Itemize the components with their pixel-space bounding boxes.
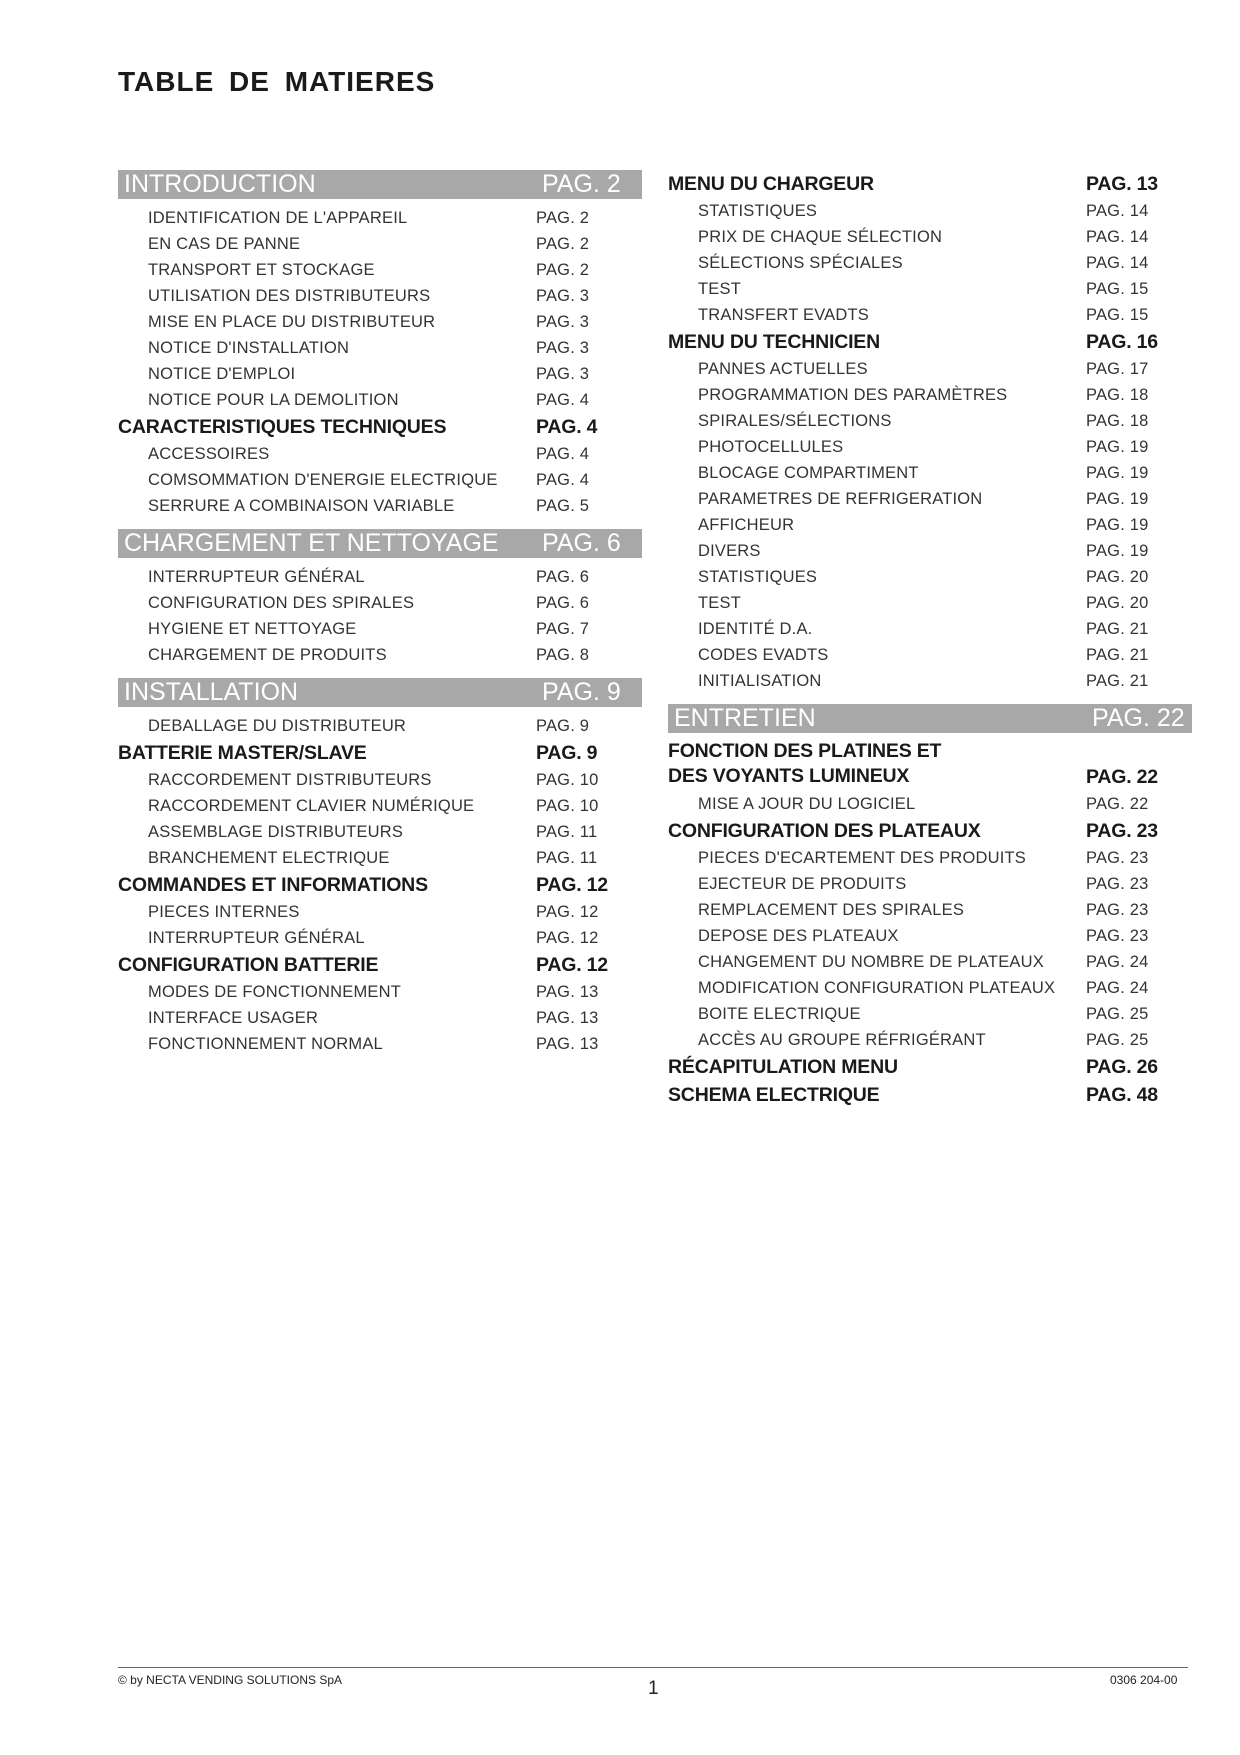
entry-title: SPIRALES/SÉLECTIONS (698, 411, 892, 430)
page-reference: PAG. 25 (1086, 1030, 1149, 1049)
page-reference: PAG. 3 (536, 364, 590, 383)
section-title: INSTALLATION (124, 678, 299, 706)
entry-title: EJECTEUR DE PRODUITS (698, 874, 907, 893)
toc-entry-depose-des-plateaux (668, 923, 1192, 949)
page-reference: PAG. 9 (536, 741, 598, 764)
page-reference: PAG. 23 (1086, 874, 1149, 893)
entry-title: PARAMETRES DE REFRIGERATION (698, 489, 983, 508)
entry-title: PIECES INTERNES (148, 902, 300, 921)
toc-entry-en-cas-de-panne (118, 231, 642, 257)
toc-entry-ejecteur-de-produits (668, 871, 1192, 897)
toc-entry-selections-speciales (668, 250, 1192, 276)
section-title: CHARGEMENT ET NETTOYAGE (124, 529, 499, 557)
section-band-introduction (118, 170, 642, 199)
page-reference: PAG. 2 (536, 234, 590, 253)
entry-title: PHOTOCELLULES (698, 437, 844, 456)
chapter-title: MENU DU TECHNICIEN (668, 330, 880, 353)
toc-entry-programmation-des-parametres (668, 382, 1192, 408)
section-band-chargement-et-nettoyage (118, 529, 642, 558)
chapter-heading-fonction-des-platines-et (668, 739, 1192, 791)
toc-entry-deballage-du-distributeur (118, 713, 642, 739)
page-reference: PAG. 23 (1086, 900, 1149, 919)
page-reference: PAG. 18 (1086, 385, 1149, 404)
toc-entry-divers (668, 538, 1192, 564)
toc-entry-remplacement-des-spirales (668, 897, 1192, 923)
entry-title: ASSEMBLAGE DISTRIBUTEURS (148, 822, 404, 841)
entry-title: HYGIENE ET NETTOYAGE (148, 619, 357, 638)
page-reference: PAG. 11 (536, 848, 598, 867)
toc-entry-hygiene-et-nettoyage (118, 616, 642, 642)
page-reference: PAG. 4 (536, 390, 590, 409)
toc-entry-acces-au-groupe-refrigerant (668, 1027, 1192, 1053)
page-reference: PAG. 4 (536, 444, 590, 463)
page-reference: PAG. 13 (1086, 172, 1158, 195)
page-reference: PAG. 9 (542, 678, 621, 706)
toc-entry-notice-pour-la-demolition (118, 387, 642, 413)
entry-title: NOTICE D'EMPLOI (148, 364, 296, 383)
toc-entry-modes-de-fonctionnement (118, 979, 642, 1005)
toc-entry-modification-configuration-plateaux (668, 975, 1192, 1001)
page-reference: PAG. 17 (1086, 359, 1149, 378)
entry-title: PRIX DE CHAQUE SÉLECTION (698, 227, 943, 246)
page-reference: PAG. 19 (1086, 463, 1149, 482)
chapter-title: CONFIGURATION DES PLATEAUX (668, 819, 981, 842)
toc-entry-interface-usager (118, 1005, 642, 1031)
chapter-heading-configuration-des-plateaux (668, 817, 1192, 845)
page-reference: PAG. 22 (1086, 766, 1158, 788)
toc-entry-comsommation-d-energie-electrique (118, 467, 642, 493)
toc-entry-afficheur (668, 512, 1192, 538)
toc-entry-utilisation-des-distributeurs (118, 283, 642, 309)
entry-title: PIECES D'ECARTEMENT DES PRODUITS (698, 848, 1026, 867)
entry-title: INITIALISATION (698, 671, 822, 690)
entry-title: BLOCAGE COMPARTIMENT (698, 463, 919, 482)
entry-title: SERRURE A COMBINAISON VARIABLE (148, 496, 455, 515)
chapter-title (668, 739, 1086, 789)
entry-title: IDENTIFICATION DE L'APPAREIL (148, 208, 408, 227)
section-title: ENTRETIEN (674, 704, 816, 732)
chapter-title: SCHEMA ELECTRIQUE (668, 1083, 880, 1106)
entry-title: DIVERS (698, 541, 761, 560)
chapter-title: COMMANDES ET INFORMATIONS (118, 873, 428, 896)
entry-title: DEBALLAGE DU DISTRIBUTEUR (148, 716, 407, 735)
chapter-heading-caracteristiques-techniques (118, 413, 642, 441)
toc-entry-raccordement-clavier-numerique (118, 793, 642, 819)
entry-title: NOTICE D'INSTALLATION (148, 338, 350, 357)
page-reference: PAG. 13 (536, 1008, 599, 1027)
chapter-title: RÉCAPITULATION MENU (668, 1055, 898, 1078)
toc-right-column (668, 170, 1192, 1109)
page-reference: PAG. 19 (1086, 489, 1149, 508)
toc-entry-transfert-evadts (668, 302, 1192, 328)
entry-title: PROGRAMMATION DES PARAMÈTRES (698, 385, 1008, 404)
chapter-title: BATTERIE MASTER/SLAVE (118, 741, 367, 764)
spacer (118, 668, 642, 678)
page-reference: PAG. 5 (536, 496, 590, 515)
chapter-title: CONFIGURATION BATTERIE (118, 953, 379, 976)
chapter-heading-menu-du-technicien (668, 328, 1192, 356)
entry-title: STATISTIQUES (698, 201, 818, 220)
entry-title: AFFICHEUR (698, 515, 795, 534)
page-reference: PAG. 10 (536, 796, 599, 815)
toc-entry-configuration-des-spirales (118, 590, 642, 616)
page-reference: PAG. 10 (536, 770, 599, 789)
entry-title: TRANSPORT ET STOCKAGE (148, 260, 375, 279)
page-reference: PAG. 6 (536, 567, 590, 586)
page-reference: PAG. 12 (536, 902, 599, 921)
page-reference: PAG. 4 (536, 470, 590, 489)
toc-entry-statistiques (668, 564, 1192, 590)
chapter-heading-commandes-et-informations (118, 871, 642, 899)
toc-entry-changement-du-nombre-de-plateaux (668, 949, 1192, 975)
chapter-title-line: FONCTION DES PLATINES ET (668, 740, 942, 762)
page-reference: PAG. 6 (542, 529, 621, 557)
section-band-entretien (668, 704, 1192, 733)
page-reference: PAG. 21 (1086, 645, 1149, 664)
page-reference: PAG. 22 (1092, 704, 1185, 732)
page-reference: PAG. 19 (1086, 541, 1149, 560)
toc-entry-notice-d-installation (118, 335, 642, 361)
toc-entry-spirales-selections (668, 408, 1192, 434)
page-title: TABLE DE MATIERES (118, 66, 436, 97)
page-reference: PAG. 23 (1086, 848, 1149, 867)
page-reference: PAG. 7 (536, 619, 590, 638)
page-reference: PAG. 9 (536, 716, 590, 735)
entry-title: ACCESSOIRES (148, 444, 270, 463)
toc-entry-prix-de-chaque-selection (668, 224, 1192, 250)
toc-entry-identification-de-l-appareil (118, 205, 642, 231)
entry-title: RACCORDEMENT CLAVIER NUMÉRIQUE (148, 796, 475, 815)
page-reference: PAG. 24 (1086, 978, 1149, 997)
spacer (668, 694, 1192, 704)
page-reference: PAG. 2 (536, 260, 590, 279)
page-reference: PAG. 13 (536, 1034, 599, 1053)
toc-entry-assemblage-distributeurs (118, 819, 642, 845)
toc-entry-test (668, 590, 1192, 616)
page-reference: PAG. 26 (1086, 1055, 1158, 1078)
toc-entry-pieces-internes (118, 899, 642, 925)
toc-entry-boite-electrique (668, 1001, 1192, 1027)
entry-title: INTERRUPTEUR GÉNÉRAL (148, 928, 365, 947)
page-reference: PAG. 2 (542, 170, 621, 198)
page-reference: PAG. 3 (536, 286, 590, 305)
entry-title: INTERFACE USAGER (148, 1008, 319, 1027)
page-reference: PAG. 24 (1086, 952, 1149, 971)
page-reference: PAG. 8 (536, 645, 590, 664)
toc-entry-test (668, 276, 1192, 302)
page-reference: PAG. 14 (1086, 201, 1149, 220)
spacer (118, 519, 642, 529)
page-reference: PAG. 23 (1086, 819, 1158, 842)
footer-doc-code: 0306 204-00 (1110, 1673, 1178, 1687)
toc-entry-photocellules (668, 434, 1192, 460)
page-reference: PAG. 19 (1086, 437, 1149, 456)
chapter-heading-configuration-batterie (118, 951, 642, 979)
entry-title: TEST (698, 593, 741, 612)
page-reference: PAG. 21 (1086, 619, 1149, 638)
toc-entry-pieces-d-ecartement-des-produits (668, 845, 1192, 871)
toc-entry-identite-d-a (668, 616, 1192, 642)
toc-entry-initialisation (668, 668, 1192, 694)
entry-title: INTERRUPTEUR GÉNÉRAL (148, 567, 365, 586)
footer-page-number: 1 (648, 1678, 659, 1699)
entry-title: TEST (698, 279, 741, 298)
entry-title: COMSOMMATION D'ENERGIE ELECTRIQUE (148, 470, 498, 489)
chapter-heading-recapitulation-menu (668, 1053, 1192, 1081)
toc-entry-interrupteur-general (118, 564, 642, 590)
toc-entry-chargement-de-produits (118, 642, 642, 668)
page-reference: PAG. 16 (1086, 330, 1158, 353)
entry-title: CHANGEMENT DU NOMBRE DE PLATEAUX (698, 952, 1044, 971)
page-reference: PAG. 12 (536, 873, 608, 896)
toc-entry-codes-evadts (668, 642, 1192, 668)
toc-entry-raccordement-distributeurs (118, 767, 642, 793)
entry-title: FONCTIONNEMENT NORMAL (148, 1034, 383, 1053)
entry-title: CODES EVADTS (698, 645, 829, 664)
page-reference: PAG. 19 (1086, 515, 1149, 534)
page-reference: PAG. 25 (1086, 1004, 1149, 1023)
page-reference: PAG. 3 (536, 312, 590, 331)
entry-title: BOITE ELECTRIQUE (698, 1004, 861, 1023)
entry-title: ACCÈS AU GROUPE RÉFRIGÉRANT (698, 1030, 986, 1049)
chapter-title: MENU DU CHARGEUR (668, 172, 874, 195)
entry-title: BRANCHEMENT ELECTRIQUE (148, 848, 390, 867)
page-reference: PAG. 15 (1086, 305, 1149, 324)
page-reference: PAG. 48 (1086, 1083, 1158, 1106)
entry-title: CHARGEMENT DE PRODUITS (148, 645, 387, 664)
toc-entry-statistiques (668, 198, 1192, 224)
page-reference: PAG. 14 (1086, 253, 1149, 272)
footer-copyright: © by NECTA VENDING SOLUTIONS SpA (118, 1673, 343, 1687)
entry-title: CONFIGURATION DES SPIRALES (148, 593, 415, 612)
page-reference: PAG. 15 (1086, 279, 1149, 298)
entry-title: MODIFICATION CONFIGURATION PLATEAUX (698, 978, 1056, 997)
toc-entry-transport-et-stockage (118, 257, 642, 283)
page-reference: PAG. 20 (1086, 593, 1149, 612)
entry-title: MISE A JOUR DU LOGICIEL (698, 794, 916, 813)
chapter-heading-menu-du-chargeur (668, 170, 1192, 198)
page-reference: PAG. 2 (536, 208, 590, 227)
section-band-installation (118, 678, 642, 707)
chapter-heading-batterie-master-slave (118, 739, 642, 767)
entry-title: MISE EN PLACE DU DISTRIBUTEUR (148, 312, 436, 331)
page-reference: PAG. 3 (536, 338, 590, 357)
footer-divider (118, 1667, 1188, 1668)
page-reference: PAG. 14 (1086, 227, 1149, 246)
toc-entry-mise-en-place-du-distributeur (118, 309, 642, 335)
toc-entry-interrupteur-general (118, 925, 642, 951)
page-reference: PAG. 13 (536, 982, 599, 1001)
page-reference: PAG. 11 (536, 822, 598, 841)
entry-title: EN CAS DE PANNE (148, 234, 301, 253)
entry-title: STATISTIQUES (698, 567, 818, 586)
entry-title: PANNES ACTUELLES (698, 359, 868, 378)
page-reference: PAG. 4 (536, 415, 598, 438)
toc-entry-blocage-compartiment (668, 460, 1192, 486)
entry-title: MODES DE FONCTIONNEMENT (148, 982, 402, 1001)
toc-left-column (118, 170, 642, 1057)
section-title: INTRODUCTION (124, 170, 316, 198)
toc-entry-mise-a-jour-du-logiciel (668, 791, 1192, 817)
toc-entry-notice-d-emploi (118, 361, 642, 387)
toc-entry-fonctionnement-normal (118, 1031, 642, 1057)
chapter-heading-schema-electrique (668, 1081, 1192, 1109)
toc-entry-pannes-actuelles (668, 356, 1192, 382)
entry-title: TRANSFERT EVADTS (698, 305, 869, 324)
entry-title: UTILISATION DES DISTRIBUTEURS (148, 286, 431, 305)
chapter-title: CARACTERISTIQUES TECHNIQUES (118, 415, 447, 438)
page-reference: PAG. 6 (536, 593, 590, 612)
entry-title: REMPLACEMENT DES SPIRALES (698, 900, 965, 919)
entry-title: IDENTITÉ D.A. (698, 619, 813, 638)
entry-title: DEPOSE DES PLATEAUX (698, 926, 899, 945)
page-reference: PAG. 12 (536, 928, 599, 947)
entry-title: NOTICE POUR LA DEMOLITION (148, 390, 399, 409)
page-reference: PAG. 20 (1086, 567, 1149, 586)
page-reference: PAG. 21 (1086, 671, 1149, 690)
toc-entry-serrure-a-combinaison-variable (118, 493, 642, 519)
page-reference: PAG. 12 (536, 953, 608, 976)
entry-title: SÉLECTIONS SPÉCIALES (698, 253, 903, 272)
chapter-title-line: DES VOYANTS LUMINEUX (668, 765, 910, 787)
entry-title: RACCORDEMENT DISTRIBUTEURS (148, 770, 432, 789)
toc-entry-branchement-electrique (118, 845, 642, 871)
toc-entry-accessoires (118, 441, 642, 467)
page-reference: PAG. 22 (1086, 794, 1149, 813)
page-reference: PAG. 23 (1086, 926, 1149, 945)
toc-entry-parametres-de-refrigeration (668, 486, 1192, 512)
page-reference: PAG. 18 (1086, 411, 1149, 430)
